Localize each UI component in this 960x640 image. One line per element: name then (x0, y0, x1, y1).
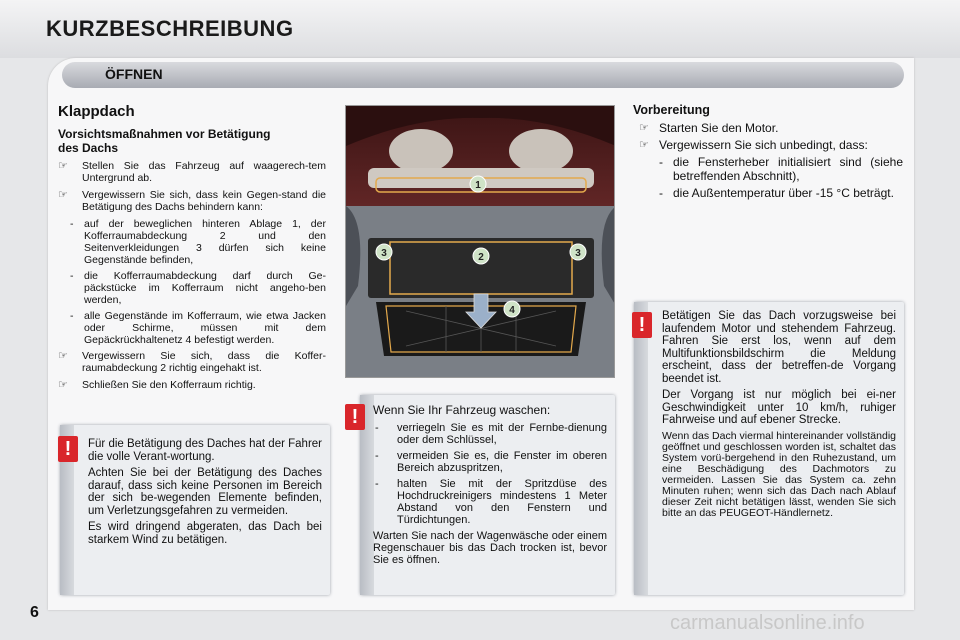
photo-label-3-left: 3 (381, 248, 387, 259)
warning-stripe (634, 302, 648, 595)
photo-label-3-right: 3 (575, 248, 581, 259)
left-text (58, 160, 326, 396)
trunk-photo (345, 105, 615, 378)
section-label: ÖFFNEN (105, 66, 163, 82)
list-item: ☞ Vergewissern Sie sich, dass die Koffer-raumabdeckung 2 richtig eingehakt ist. (58, 350, 326, 374)
pointing-hand-icon: ☞ (58, 379, 68, 391)
list-item: ☞ Starten Sie den Motor. (639, 121, 779, 135)
list-item: - vermeiden Sie es, die Fenster im oberen Bereich abzuspritzen, (375, 450, 607, 474)
pointing-hand-icon: ☞ (58, 350, 68, 362)
list-item: - die Kofferraumabdeckung darf durch Ge-päckstücke im Kofferraum nicht angeho-ben werden, (70, 270, 326, 306)
warning-text-left: Für die Betätigung des Daches hat der Fahrer die volle Verant-wortung. Achten Sie bei der Betätigung des Daches darauf, dass sich keine Personen im Bereich der sich be-wegenden Elemente befinden, um Verletzungsgefahren zu vermeiden. Es wird dringend abgeraten, das Dach bei starkem Wind zu betätigen. (88, 438, 322, 546)
list-item: ☞ Schließen Sie den Kofferraum richtig. (58, 379, 256, 391)
pointing-hand-icon: ☞ (58, 160, 68, 172)
photo-label-2: 2 (478, 252, 484, 263)
list-item: - auf der beweglichen hinteren Ablage 1, der Kofferraumabdeckung 2 und den Seitenverkleidungen 3 dürfen sich keine Gegenstände befinden, (70, 218, 326, 266)
exclamation-icon: ! (345, 404, 365, 430)
exclamation-icon: ! (58, 436, 78, 462)
pointing-hand-icon: ☞ (58, 189, 68, 201)
left-subheading: Vorsichtsmaßnahmen vor Betätigung des Dachs (58, 127, 271, 155)
watermark: carmanualsonline.info (670, 612, 865, 634)
list-item: - verriegeln Sie es mit der Fernbe-dienung oder dem Schlüssel, (375, 422, 607, 446)
list-item: - alle Gegenstände im Kofferraum, wie etwa Jacken oder Schirme, müssen mit dem Gepäckrückhaltenetz 4 befestigt werden. (70, 310, 326, 346)
list-item: - die Außentemperatur über -15 °C beträgt. (659, 186, 894, 200)
page-title: KURZBESCHREIBUNG (46, 16, 294, 41)
pointing-hand-icon: ☞ (639, 122, 649, 134)
exclamation-icon: ! (632, 312, 652, 338)
list-item: ☞ Vergewissern Sie sich unbedingt, dass: (639, 138, 868, 152)
section-bar (62, 62, 904, 88)
warning-text-right: Betätigen Sie das Dach vorzugsweise bei laufendem Motor und stehendem Fahrzeug. Fahren Sie erst los, wenn auf dem Multifunktionsbildschirm die Meldung erscheint, dass der betreffen-de Vorgang beendet ist. Der Vorgang ist nur möglich bei ei-ner Geschwindigkeit unter 10 km/h, ruhiger Fahrweise und auf ebener Strecke. Wenn das Dach viermal hintereinander vollständig geöffnet und geschlossen worden ist, schaltet das System vorü-bergehend in den Ruhezustand, um eine Beschädigung des Dachmotors zu vermeiden. Lassen Sie das System ca. zehn Minuten ruhen; wenn sich das Dach nach Ablauf dieser Zeit nicht betätigen lässt, wenden Sie sich bitte an das PEUGEOT-Händlernetz. (662, 310, 896, 519)
pointing-hand-icon: ☞ (639, 139, 649, 151)
photo-label-4: 4 (509, 305, 515, 316)
list-item: ☞ Vergewissern Sie sich, dass kein Gegen-stand die Betätigung des Dachs behindern kann: (58, 189, 326, 213)
photo-label-1: 1 (475, 180, 481, 191)
page-number: 6 (30, 604, 39, 621)
left-heading: Klappdach (58, 103, 135, 120)
list-item: - die Fensterheber initialisiert sind (siehe betreffenden Abschnitt), (659, 155, 903, 183)
right-text (633, 121, 903, 204)
right-heading: Vorbereitung (633, 103, 710, 117)
warning-text-middle: Wenn Sie Ihr Fahrzeug waschen: - verriegeln Sie es mit der Fernbe-dienung oder dem Schlüssel, - vermeiden Sie es, die Fenster im oberen Bereich abzuspritzen, - halten Sie mit der Spritzdüse des Hochdruckreinigers mindestens 1 Meter Abstand von den Fenstern und Türdichtungen. Warten Sie nach der Wagenwäsche oder einem Regenschauer bis das Dach trocken ist, bevor Sie es öffnen. (373, 403, 607, 566)
list-item: - halten Sie mit der Spritzdüse des Hochdruckreinigers mindestens 1 Meter Abstand von den Fenstern und Türdichtungen. (375, 478, 607, 526)
list-item: ☞ Stellen Sie das Fahrzeug auf waagerech-tem Untergrund ab. (58, 160, 326, 184)
